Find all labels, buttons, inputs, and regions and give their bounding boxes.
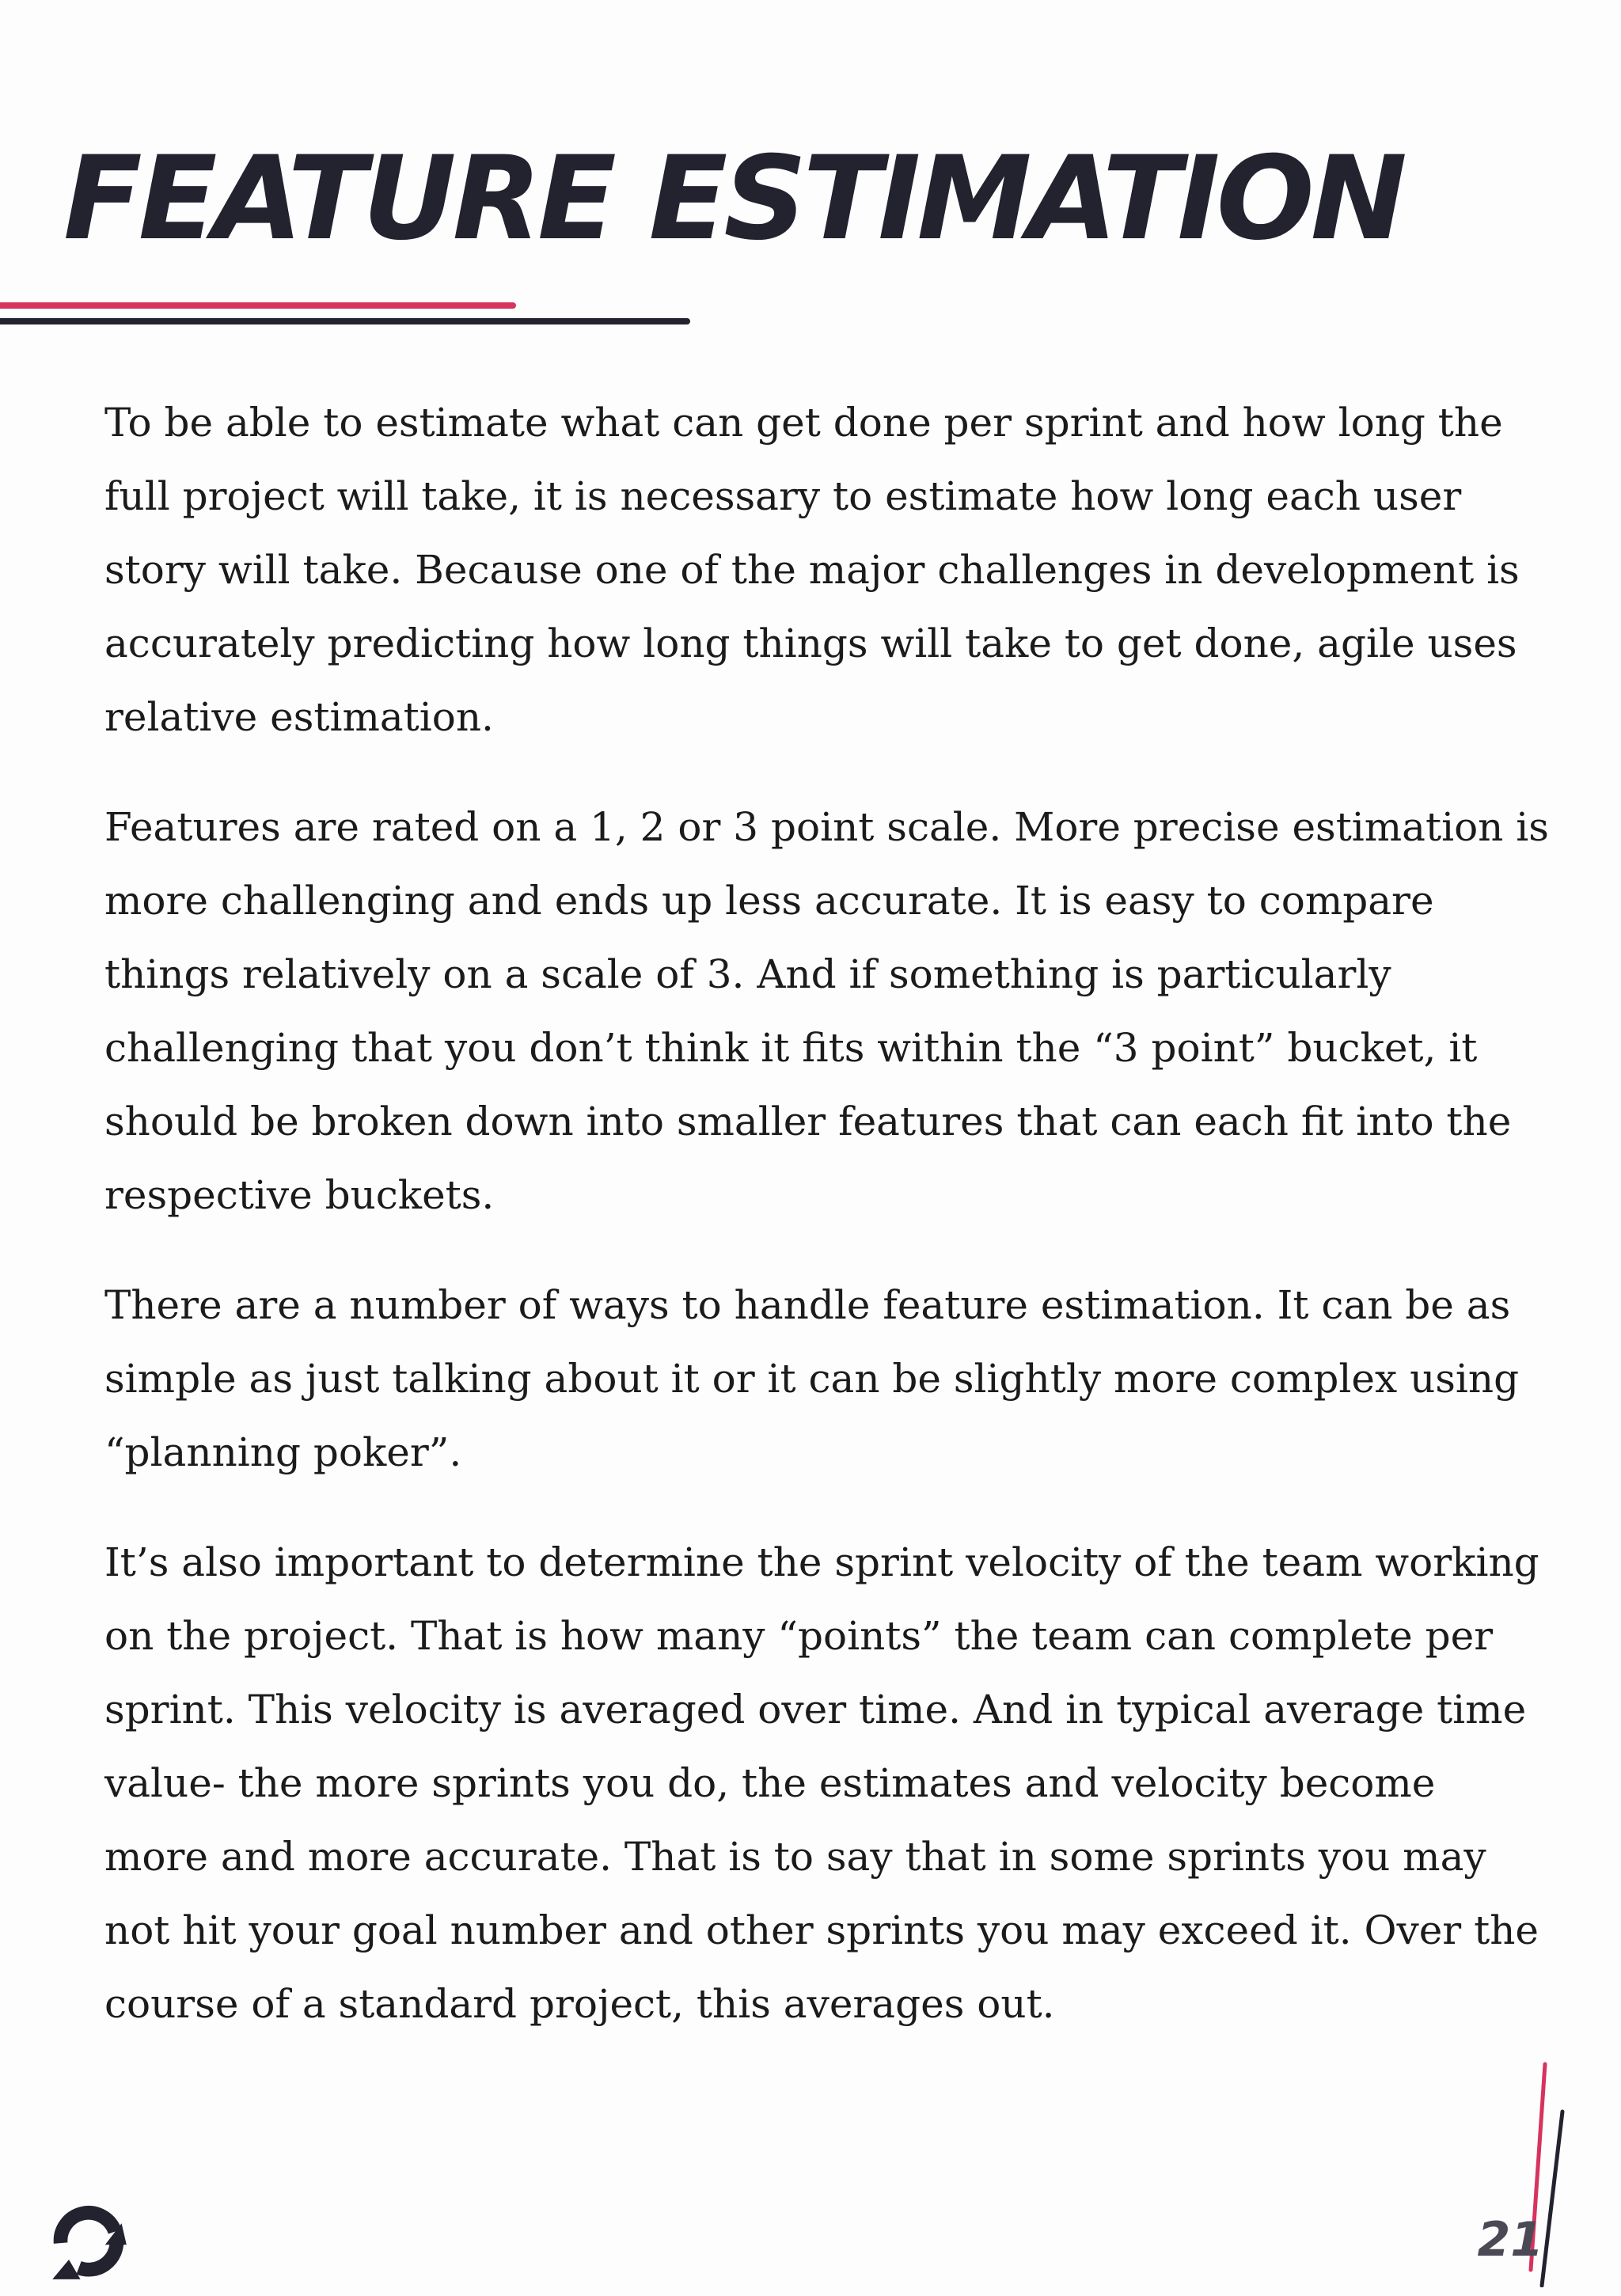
text-line: course of a standard project, this averages out. bbox=[104, 1981, 1055, 2027]
paragraph-3 bbox=[104, 1269, 1529, 1490]
page-title: FEATURE ESTIMATION bbox=[63, 131, 1403, 266]
text-line: accurately predicting how long things will take to get done, agile uses bbox=[104, 620, 1517, 666]
paragraph-1 bbox=[104, 386, 1529, 754]
text-line: things relatively on a scale of 3. And if something is particularly bbox=[104, 951, 1391, 997]
paragraph-4 bbox=[104, 1526, 1539, 2041]
text-line: There are a number of ways to handle feature estimation. It can be as bbox=[104, 1282, 1511, 1328]
text-line: simple as just talking about it or it can be slightly more complex using bbox=[104, 1356, 1520, 1402]
text-line: It’s also important to determine the sprint velocity of the team working bbox=[104, 1539, 1539, 1585]
text-line: relative estimation. bbox=[104, 694, 494, 740]
text-line: on the project. That is how many “points” the team can complete per bbox=[104, 1613, 1494, 1659]
text-line: more and more accurate. That is to say that in some sprints you may bbox=[104, 1834, 1486, 1880]
body-text bbox=[104, 386, 1549, 2078]
text-line: full project will take, it is necessary to estimate how long each user bbox=[104, 473, 1462, 519]
text-line: respective buckets. bbox=[104, 1172, 495, 1218]
text-line: story will take. Because one of the major challenges in development is bbox=[104, 547, 1520, 593]
text-line: more challenging and ends up less accurate. It is easy to compare bbox=[104, 878, 1434, 924]
text-line: sprint. This velocity is averaged over time. And in typical average time bbox=[104, 1687, 1527, 1732]
refresh-logo-icon bbox=[47, 2199, 130, 2281]
title-underline-dark bbox=[0, 318, 690, 324]
paragraph-2 bbox=[104, 791, 1549, 1232]
text-line: challenging that you don’t think it fits within the “3 point” bucket, it bbox=[104, 1025, 1478, 1071]
text-line: should be broken down into smaller features that can each fit into the bbox=[104, 1099, 1512, 1144]
text-line: “planning poker”. bbox=[104, 1429, 462, 1475]
title-underline-accent bbox=[0, 302, 516, 309]
text-line: To be able to estimate what can get done per sprint and how long the bbox=[104, 400, 1503, 446]
text-line: value- the more sprints you do, the estimates and velocity become bbox=[104, 1760, 1436, 1806]
text-line: Features are rated on a 1, 2 or 3 point scale. More precise estimation is bbox=[104, 804, 1549, 850]
page-number: 21 bbox=[1477, 2212, 1543, 2268]
text-line: not hit your goal number and other sprints you may exceed it. Over the bbox=[104, 1907, 1539, 1953]
